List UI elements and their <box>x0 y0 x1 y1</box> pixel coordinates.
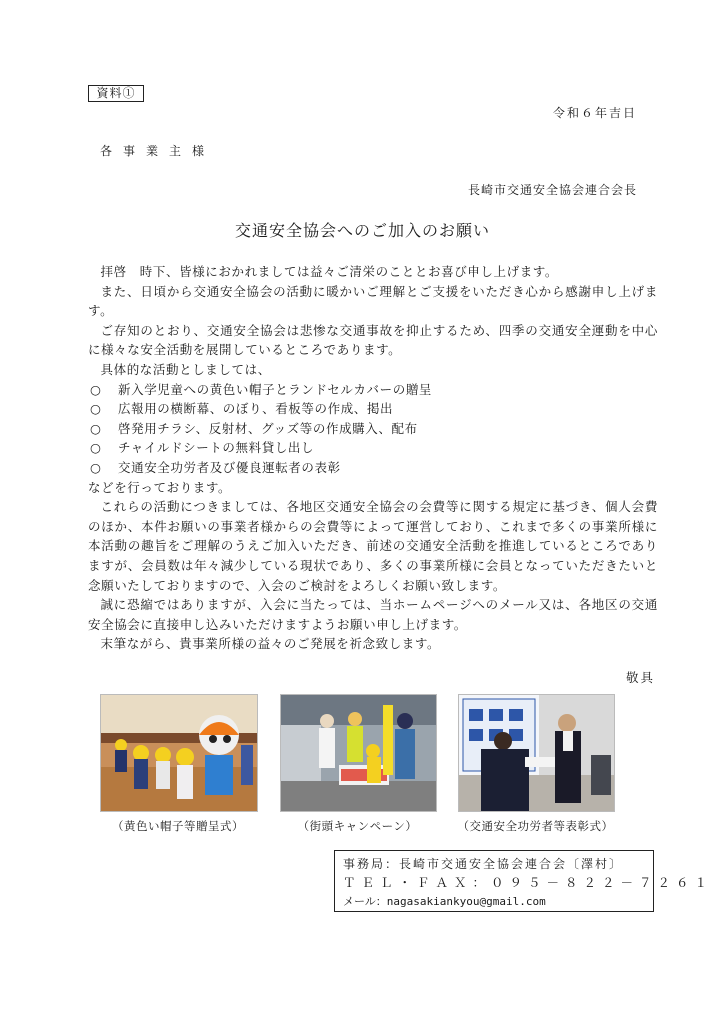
list-item: ○ 交通安全功労者及び優良運転者の表彰 <box>88 458 658 478</box>
closing-wish-paragraph: 末筆ながら、貴事業所様の益々のご発展を祈念致します。 <box>100 636 441 652</box>
sender: 長崎市交通安全協会連合会長 <box>467 183 637 197</box>
photo-hat-ceremony <box>100 694 258 812</box>
photo-street-campaign <box>280 694 437 812</box>
list-item: ○ 広報用の横断幕、のぼり、看板等の作成、掲出 <box>88 399 658 419</box>
reference-label: 資料① <box>88 85 144 102</box>
circle-bullet-icon: ○ <box>90 459 102 475</box>
greeting-paragraph: 拝啓 時下、皆様におかれましては益々ご清栄のこととお喜び申し上げます。 <box>100 264 559 279</box>
list-item: ○ 啓発用チラシ、反射材、グッズ等の作成購入、配布 <box>88 419 658 439</box>
issue-date: 令和６年吉日 <box>552 106 637 120</box>
circle-bullet-icon: ○ <box>90 381 102 397</box>
photo-award-ceremony <box>458 694 615 812</box>
photo-caption: （交通安全功労者等表彰式） <box>457 819 614 833</box>
circle-bullet-icon: ○ <box>90 440 102 456</box>
document-title: 交通安全協会へのご加入のお願い <box>234 221 490 240</box>
letter-body <box>88 262 658 654</box>
recipient: 各事業主様 <box>100 144 216 158</box>
list-item: ○ 新入学児童への黄色い帽子とランドセルカバーの贈呈 <box>88 380 658 400</box>
tel-fax: ＴＥＬ・ＦＡＸ：０９５－８２２－７２６１ <box>343 875 714 890</box>
photo-caption: （黄色い帽子等贈呈式） <box>112 819 244 833</box>
photo-caption: （街頭キャンペーン） <box>297 819 418 833</box>
closing-word: 敬具 <box>625 670 655 685</box>
list-item: ○ チャイルドシートの無料貸し出し <box>88 438 658 458</box>
thanks-paragraph: また、日頃から交通安全協会の活動に暖かいご理解とご支援をいただき心から感謝申し上げます。 <box>88 283 658 319</box>
membership-paragraph: これらの活動につきましては、各地区交通安全協会の会費等に関する規定に基づき、個人会費のほか、本件お願いの事業者様からの会費等によって運営しており、これまで多くの事業所様に本活動の趣旨をご理解のうえご加入いただき、前述の交通安全活動を推進しているところでありますが、会員数は年々減少している現状であり、多くの事業所様に会員となっていただきたいと念願いたしておりますので、入会のご検討をよろしくお願い致します。 <box>88 499 658 593</box>
application-paragraph: 誠に恐縮ではありますが、入会に当たっては、当ホームページへのメール又は、各地区の交通安全協会に直接申し込みいただけますようお願い申し上げます。 <box>88 597 658 632</box>
purpose-paragraph: ご存知のとおり、交通安全協会は悲惨な交通事故を抑止するため、四季の交通安全運動を中心に様々な安全活動を展開しているところであります。 <box>88 322 658 358</box>
activities-intro: 具体的な活動としましては、 <box>100 361 271 377</box>
activities-list <box>88 380 658 478</box>
office-name: 事務局：長崎市交通安全協会連合会〔澤村〕 <box>343 857 624 871</box>
circle-bullet-icon: ○ <box>90 401 102 417</box>
contact-box <box>334 850 714 912</box>
activities-outro: などを行っております。 <box>88 479 232 495</box>
email-address: メール：nagasakiankyou@gmail.com <box>343 895 546 908</box>
circle-bullet-icon: ○ <box>90 420 102 436</box>
